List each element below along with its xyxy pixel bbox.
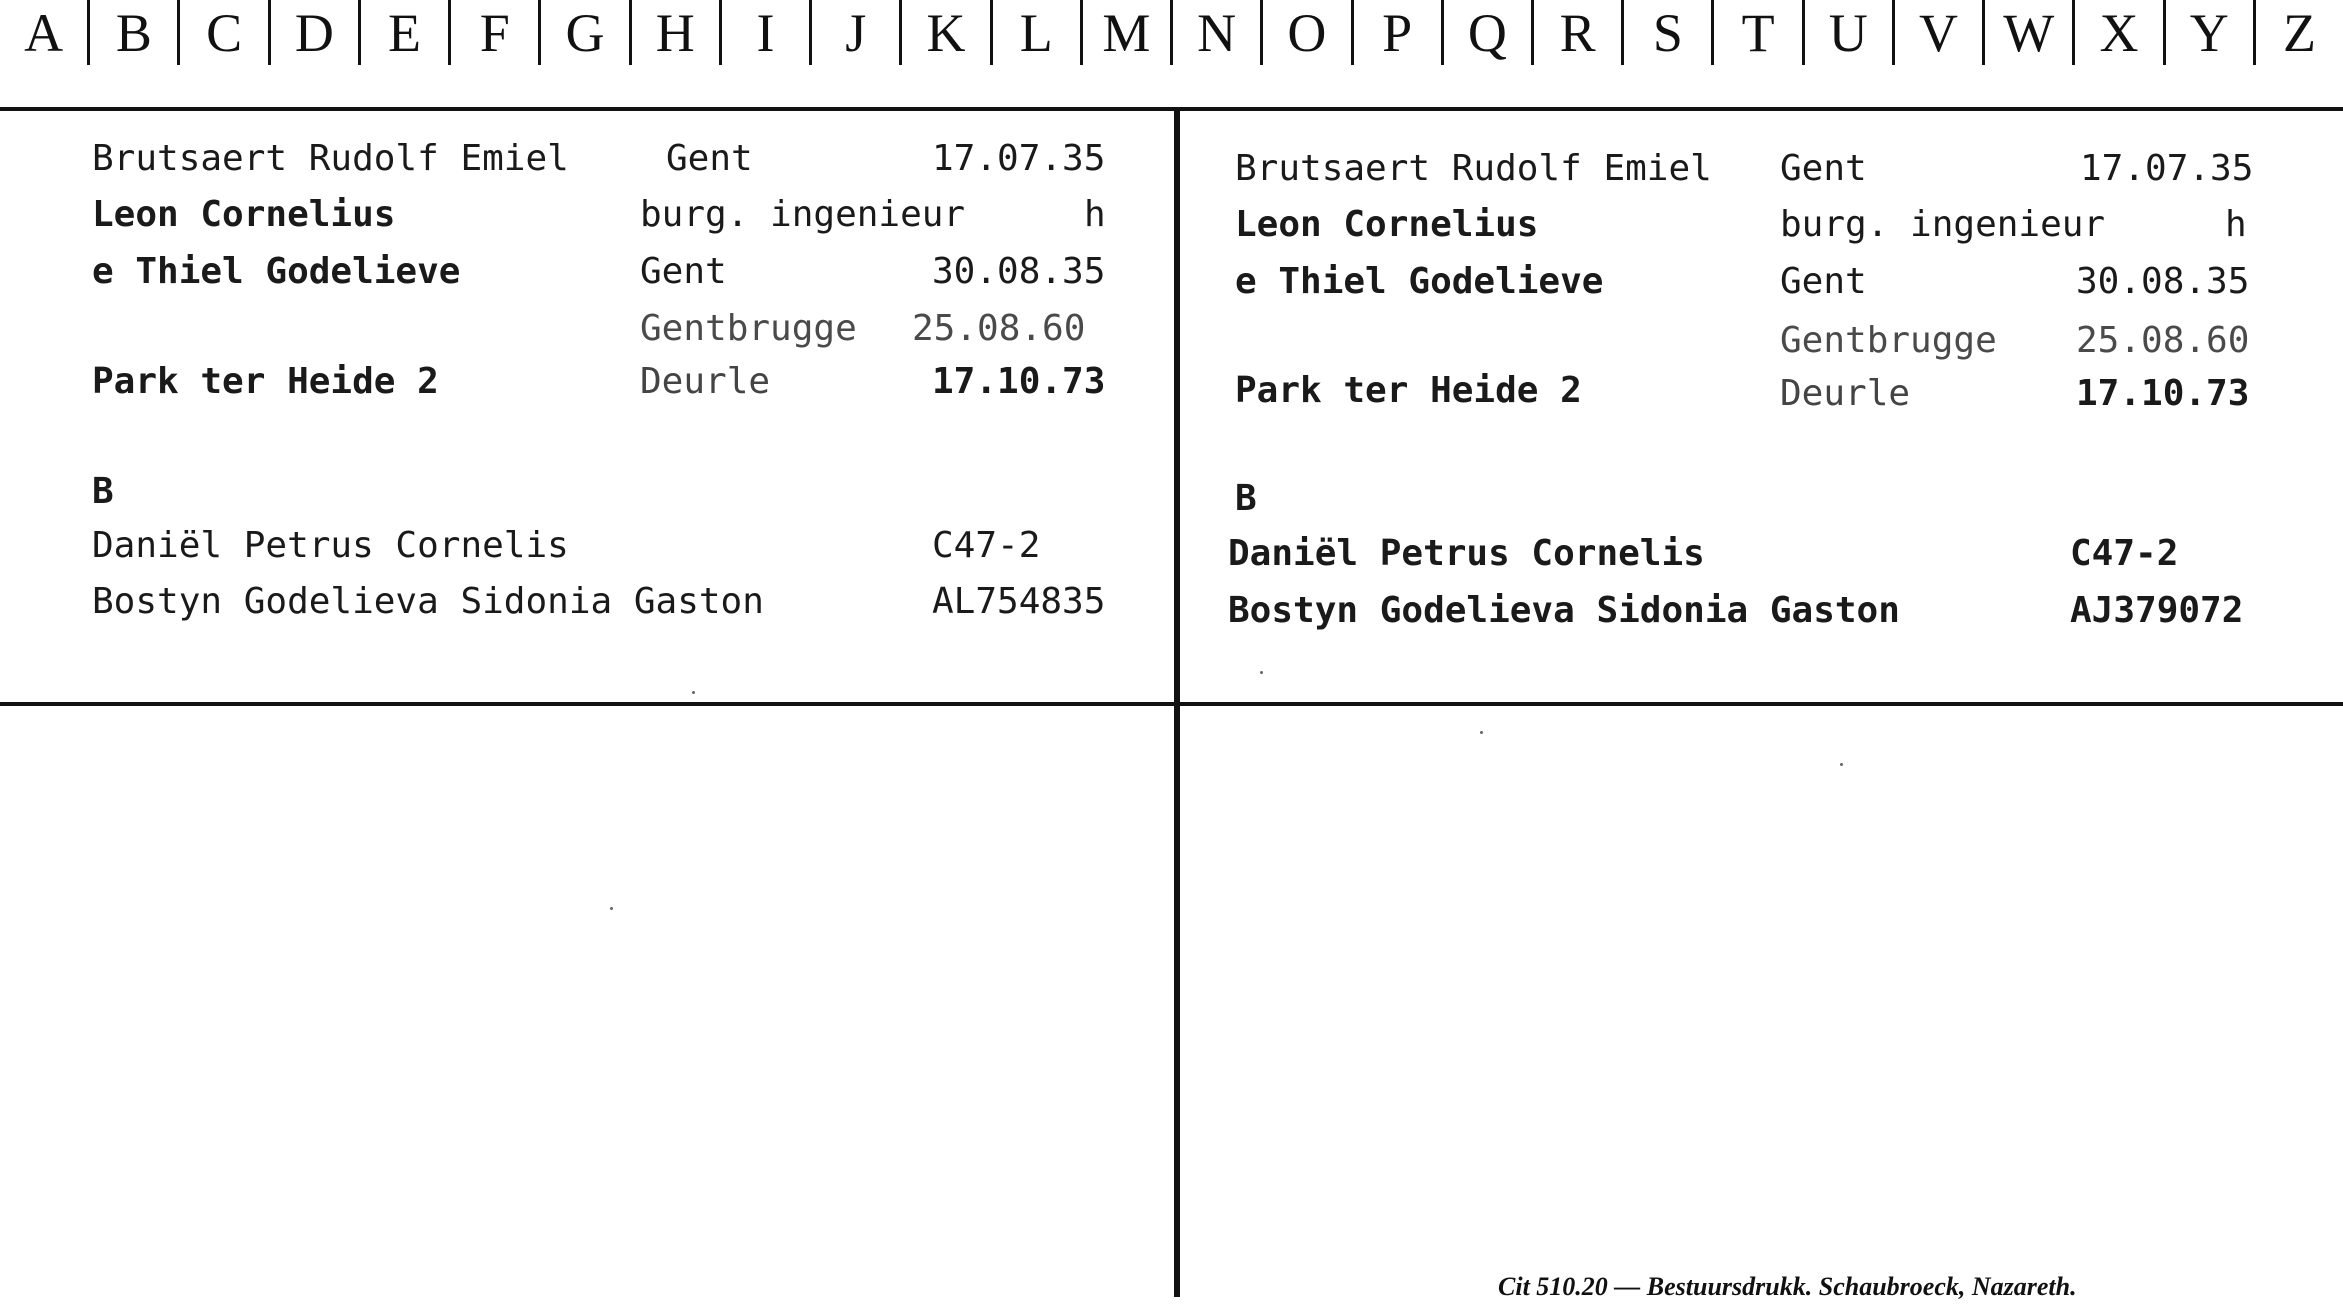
marriage-place: Gentbrugge (1780, 320, 1997, 361)
printer-imprint: Cit 510.20 — Bestuursdrukk. Schaubroeck, Nazareth. (1498, 1272, 2077, 1301)
section-letter: B (1235, 478, 1257, 519)
child-name: Bostyn Godelieva Sidonia Gaston (1228, 590, 1900, 631)
given-names: Leon Cornelius (92, 194, 396, 235)
ink-speck (1480, 731, 1483, 734)
birth-date: 17.07.35 (2080, 148, 2254, 189)
child-code: C47-2 (2070, 533, 2179, 574)
alphabet-tab-u: U (1805, 0, 1895, 65)
child-name: Daniël Petrus Cornelis (92, 525, 569, 566)
alphabet-tab-t: T (1714, 0, 1804, 65)
spouse-birth-date: 30.08.35 (2076, 261, 2250, 302)
status-mark: h (1084, 194, 1106, 235)
alphabet-tab-z: Z (2282, 3, 2316, 63)
birth-place: Gent (1780, 148, 1867, 189)
marriage-place: Gentbrugge (640, 308, 857, 349)
spouse-birth-date: 30.08.35 (932, 251, 1106, 292)
birth-place: Gent (666, 138, 753, 179)
alphabet-tab-o: O (1263, 0, 1353, 65)
section-letter: B (92, 471, 114, 512)
child-code: C47-2 (932, 525, 1041, 566)
alphabet-tab-f: F (451, 0, 541, 65)
child-code: AJ379072 (2070, 590, 2244, 631)
alphabet-tab-a: A (0, 0, 90, 65)
alphabet-tab-g: G (541, 0, 631, 65)
alphabet-tab-c: C (180, 0, 270, 65)
alphabet-tab-j: J (812, 0, 902, 65)
spouse-name: e Thiel Godelieve (1235, 261, 1604, 302)
residence-place: Deurle (1780, 373, 1911, 414)
spouse-birth-place: Gent (1780, 261, 1867, 302)
alphabet-tab-k: K (902, 0, 992, 65)
alphabet-tab-q: Q (1444, 0, 1534, 65)
spouse-name: e Thiel Godelieve (92, 251, 461, 292)
alphabet-tab-n: N (1173, 0, 1263, 65)
birth-date: 17.07.35 (932, 138, 1106, 179)
alphabet-tab-b: B (90, 0, 180, 65)
ink-speck (1260, 671, 1263, 674)
residence-date: 17.10.73 (2076, 373, 2250, 414)
given-names: Leon Cornelius (1235, 204, 1539, 245)
alphabet-tab-s: S (1624, 0, 1714, 65)
alphabet-index-strip (0, 0, 2343, 65)
status-mark: h (2225, 204, 2247, 245)
alphabet-tab-v: V (1895, 0, 1985, 65)
child-name: Daniël Petrus Cornelis (1228, 533, 1705, 574)
residence-date: 17.10.73 (932, 361, 1106, 402)
alphabet-tab-e: E (361, 0, 451, 65)
alphabet-tab-m: M (1083, 0, 1173, 65)
alphabet-tab-r: R (1534, 0, 1624, 65)
spouse-birth-place: Gent (640, 251, 727, 292)
profession: burg. ingenieur (640, 194, 966, 235)
name-line: Brutsaert Rudolf Emiel (92, 138, 569, 179)
profession: burg. ingenieur (1780, 204, 2106, 245)
residence-place: Deurle (640, 361, 771, 402)
alphabet-tab-d: D (271, 0, 361, 65)
alphabet-tab-i: I (722, 0, 812, 65)
ink-speck (610, 907, 613, 910)
marriage-date: 25.08.60 (2076, 320, 2250, 361)
child-code: AL754835 (932, 581, 1106, 622)
middle-rule (0, 702, 2343, 706)
record-card-left (0, 111, 1174, 702)
address: Park ter Heide 2 (92, 361, 439, 402)
record-card-right (1180, 111, 2343, 702)
name-line: Brutsaert Rudolf Emiel (1235, 148, 1712, 189)
ink-speck (692, 691, 695, 694)
marriage-date: 25.08.60 (912, 308, 1086, 349)
alphabet-tab-l: L (993, 0, 1083, 65)
address: Park ter Heide 2 (1235, 370, 1582, 411)
child-name: Bostyn Godelieva Sidonia Gaston (92, 581, 764, 622)
alphabet-tab-h: H (632, 0, 722, 65)
alphabet-tab-w: W (1985, 0, 2075, 65)
alphabet-tab-y: Y (2166, 0, 2256, 65)
alphabet-tab-p: P (1354, 0, 1444, 65)
ink-speck (1840, 763, 1843, 766)
alphabet-tab-x: X (2075, 0, 2165, 65)
